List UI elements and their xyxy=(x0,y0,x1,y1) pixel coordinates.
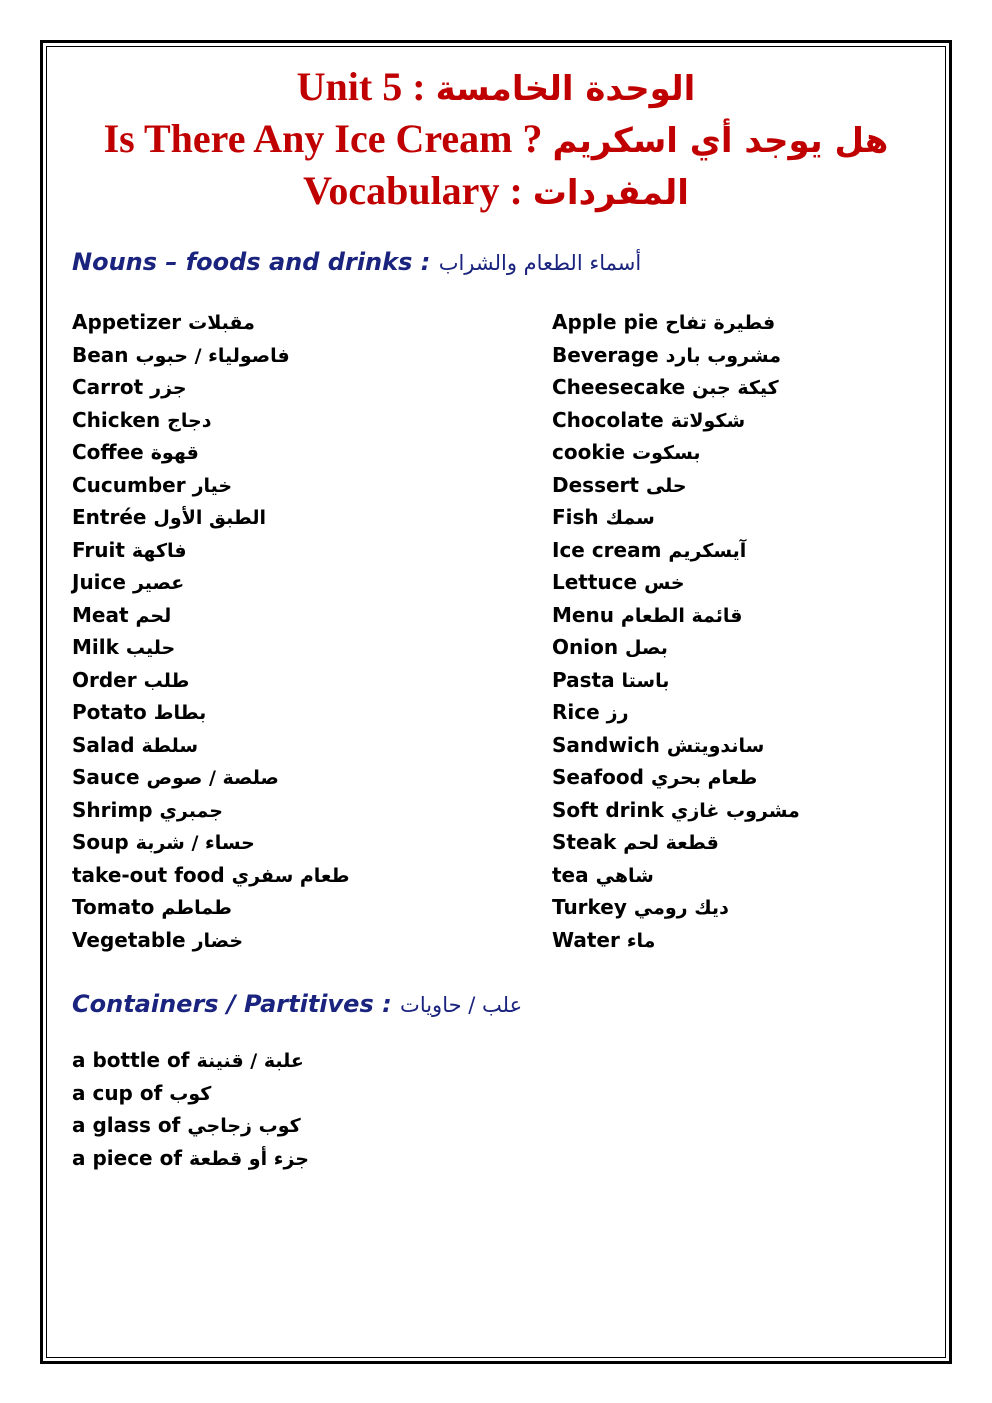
vocab-en: Coffee xyxy=(72,440,144,464)
containers-list xyxy=(72,1044,309,1174)
vocab-ar: طماطم xyxy=(161,897,232,919)
vocab-item xyxy=(72,729,350,762)
vocab-en: Menu xyxy=(552,602,614,627)
vocab-en: Soup xyxy=(72,830,129,854)
vocab-item xyxy=(72,599,350,632)
vocab-item xyxy=(72,924,350,957)
vocab-ar: خس xyxy=(644,572,685,594)
vocab-item xyxy=(552,404,800,437)
vocab-item xyxy=(552,501,800,534)
vocab-en: Fruit xyxy=(72,537,125,562)
vocab-item xyxy=(72,469,350,502)
vocab-en: Turkey xyxy=(552,895,627,919)
vocab-en: Ice cream xyxy=(552,537,662,562)
title-line-lesson xyxy=(60,114,932,166)
vocab-en: Water xyxy=(552,927,620,952)
vocab-item xyxy=(552,469,800,502)
vocab-item xyxy=(72,306,350,339)
vocab-en: Dessert xyxy=(552,472,639,497)
vocab-en: Apple pie xyxy=(552,310,659,334)
containers-heading-ar: علب / حاويات xyxy=(400,993,523,1017)
vocab-item xyxy=(552,729,800,762)
vocab-item xyxy=(552,761,800,794)
vocab-en: Milk xyxy=(72,635,119,659)
vocab-ar: بصل xyxy=(625,637,668,659)
nouns-right-column xyxy=(552,306,800,956)
container-item xyxy=(72,1109,309,1142)
vocab-ar: طعام سفري xyxy=(231,864,350,887)
vocab-en: Entrée xyxy=(72,505,147,529)
vocab-en: Cucumber xyxy=(72,472,186,497)
vocab-en: Sauce xyxy=(72,765,140,789)
vocab-en: Beverage xyxy=(552,342,659,367)
lesson-title-arabic: هل يوجد أي اسكريم xyxy=(552,121,889,161)
vocab-ar: شاهي xyxy=(595,864,654,887)
lesson-title: Is There Any Ice Cream ? xyxy=(103,116,543,161)
vocab-item xyxy=(552,826,800,859)
vocab-ar: حلى xyxy=(645,474,687,497)
vocab-item xyxy=(552,631,800,664)
title-block xyxy=(60,62,932,218)
vocab-ar: جزر xyxy=(150,377,187,399)
vocab-item xyxy=(72,534,350,567)
vocab-en: Tomato xyxy=(72,895,155,919)
vocab-item xyxy=(72,696,350,729)
vocab-ar: حساء / شربة xyxy=(135,832,255,854)
vocab-ar: سمك xyxy=(605,507,655,529)
vocab-en: Pasta xyxy=(552,667,615,692)
vocab-ar: لحم xyxy=(135,604,172,627)
vocab-item xyxy=(72,891,350,924)
vocab-item xyxy=(72,761,350,794)
container-item xyxy=(72,1077,309,1110)
vocab-en: Chicken xyxy=(72,407,161,432)
vocab-ar: فطيرة تفاح xyxy=(665,312,776,334)
container-ar: كوب زجاجي xyxy=(187,1115,301,1137)
vocab-en: Vegetable xyxy=(72,927,186,952)
container-en: a piece of xyxy=(72,1145,183,1170)
vocab-en: Carrot xyxy=(72,375,144,399)
vocab-en: Salad xyxy=(72,732,135,757)
vocab-item xyxy=(72,859,350,892)
unit-label: Unit 5 : xyxy=(296,64,426,109)
vocab-ar: قهوة xyxy=(150,442,199,464)
vocab-item xyxy=(72,339,350,372)
vocab-ar: فاصولياء / حبوب xyxy=(135,344,290,367)
container-item xyxy=(72,1044,309,1077)
vocab-item xyxy=(552,924,800,957)
vocab-en: Order xyxy=(72,667,137,692)
vocab-ar: حليب xyxy=(125,637,176,659)
vocab-item xyxy=(72,566,350,599)
vocab-ar: طلب xyxy=(143,669,190,692)
vocab-ar: صلصة / صوص xyxy=(146,767,279,789)
vocab-ar: رز xyxy=(606,702,629,724)
title-line-unit xyxy=(60,62,932,114)
vocab-ar: مشروب غازي xyxy=(670,799,800,822)
vocab-item xyxy=(552,306,800,339)
vocab-item xyxy=(552,534,800,567)
vocab-en: Cheesecake xyxy=(552,375,686,399)
containers-heading xyxy=(72,990,522,1018)
vocabulary-label-arabic: المفردات xyxy=(532,173,689,213)
vocab-item xyxy=(552,664,800,697)
vocab-item xyxy=(552,794,800,827)
vocabulary-label: Vocabulary : xyxy=(303,168,523,213)
vocab-ar: دجاج xyxy=(167,409,212,432)
vocab-item xyxy=(72,404,350,437)
vocab-ar: مقبلات xyxy=(188,312,255,334)
vocab-ar: آيسكريم xyxy=(668,539,747,562)
vocab-item xyxy=(72,826,350,859)
vocab-item xyxy=(552,696,800,729)
nouns-heading-en: Nouns – foods and drinks : xyxy=(72,248,431,276)
vocab-item xyxy=(552,859,800,892)
vocab-en: Lettuce xyxy=(552,570,638,594)
container-en: a cup of xyxy=(72,1080,163,1105)
vocab-en: Juice xyxy=(72,570,126,594)
vocab-en: tea xyxy=(552,862,589,887)
vocab-en: Fish xyxy=(552,505,599,529)
vocab-item xyxy=(552,891,800,924)
container-en: a glass of xyxy=(72,1113,181,1137)
vocab-ar: خيار xyxy=(192,474,233,497)
container-ar: جزء أو قطعة xyxy=(189,1147,309,1170)
vocab-ar: عصير xyxy=(132,572,185,594)
container-ar: كوب xyxy=(169,1082,212,1105)
vocab-ar: بسكوت xyxy=(632,442,701,464)
vocab-ar: شكولاتة xyxy=(670,409,746,432)
vocab-en: Potato xyxy=(72,700,147,724)
vocab-item xyxy=(552,339,800,372)
vocab-en: Rice xyxy=(552,700,600,724)
unit-label-arabic: الوحدة الخامسة xyxy=(435,69,696,109)
vocab-en: Chocolate xyxy=(552,407,664,432)
vocab-ar: ماء xyxy=(626,929,656,952)
vocab-en: Bean xyxy=(72,342,129,367)
vocab-ar: طعام بحري xyxy=(650,767,758,789)
vocab-item xyxy=(72,371,350,404)
vocab-item xyxy=(72,794,350,827)
vocab-en: Meat xyxy=(72,602,129,627)
vocab-item xyxy=(72,436,350,469)
vocab-ar: باستا xyxy=(621,669,670,692)
containers-heading-en: Containers / Partitives : xyxy=(72,990,392,1018)
vocab-ar: سلطة xyxy=(141,734,199,757)
vocab-ar: ديك رومي xyxy=(633,897,729,919)
vocab-en: Steak xyxy=(552,830,617,854)
vocab-item xyxy=(72,631,350,664)
vocab-ar: مشروب بارد xyxy=(665,344,782,367)
vocab-ar: بطاط xyxy=(153,702,207,724)
nouns-heading xyxy=(72,248,641,276)
vocab-item xyxy=(72,501,350,534)
vocab-item xyxy=(552,599,800,632)
vocab-item xyxy=(552,371,800,404)
vocab-ar: ساندويتش xyxy=(666,734,765,757)
vocab-ar: جمبري xyxy=(159,799,223,822)
vocab-item xyxy=(552,566,800,599)
vocab-ar: فاكهة xyxy=(131,539,187,562)
vocab-en: Onion xyxy=(552,635,619,659)
container-ar: علبة / قنينة xyxy=(196,1050,304,1072)
vocab-ar: كيكة جبن xyxy=(692,377,779,399)
vocab-ar: قائمة الطعام xyxy=(620,604,743,627)
vocab-en: take-out food xyxy=(72,862,225,887)
vocab-en: Appetizer xyxy=(72,310,182,334)
vocab-item xyxy=(72,664,350,697)
vocab-ar: قطعة لحم xyxy=(623,832,719,854)
vocab-en: Seafood xyxy=(552,765,644,789)
vocab-en: Soft drink xyxy=(552,797,664,822)
nouns-heading-ar: أسماء الطعام والشراب xyxy=(438,251,642,275)
vocab-item xyxy=(552,436,800,469)
vocab-ar: خضار xyxy=(192,929,244,952)
nouns-left-column xyxy=(72,306,350,956)
vocab-en: Shrimp xyxy=(72,797,153,822)
vocab-en: Sandwich xyxy=(552,732,660,757)
title-line-vocabulary xyxy=(60,166,932,218)
vocab-ar: الطبق الأول xyxy=(153,507,267,529)
vocab-en: cookie xyxy=(552,440,626,464)
container-item xyxy=(72,1142,309,1175)
container-en: a bottle of xyxy=(72,1048,190,1072)
